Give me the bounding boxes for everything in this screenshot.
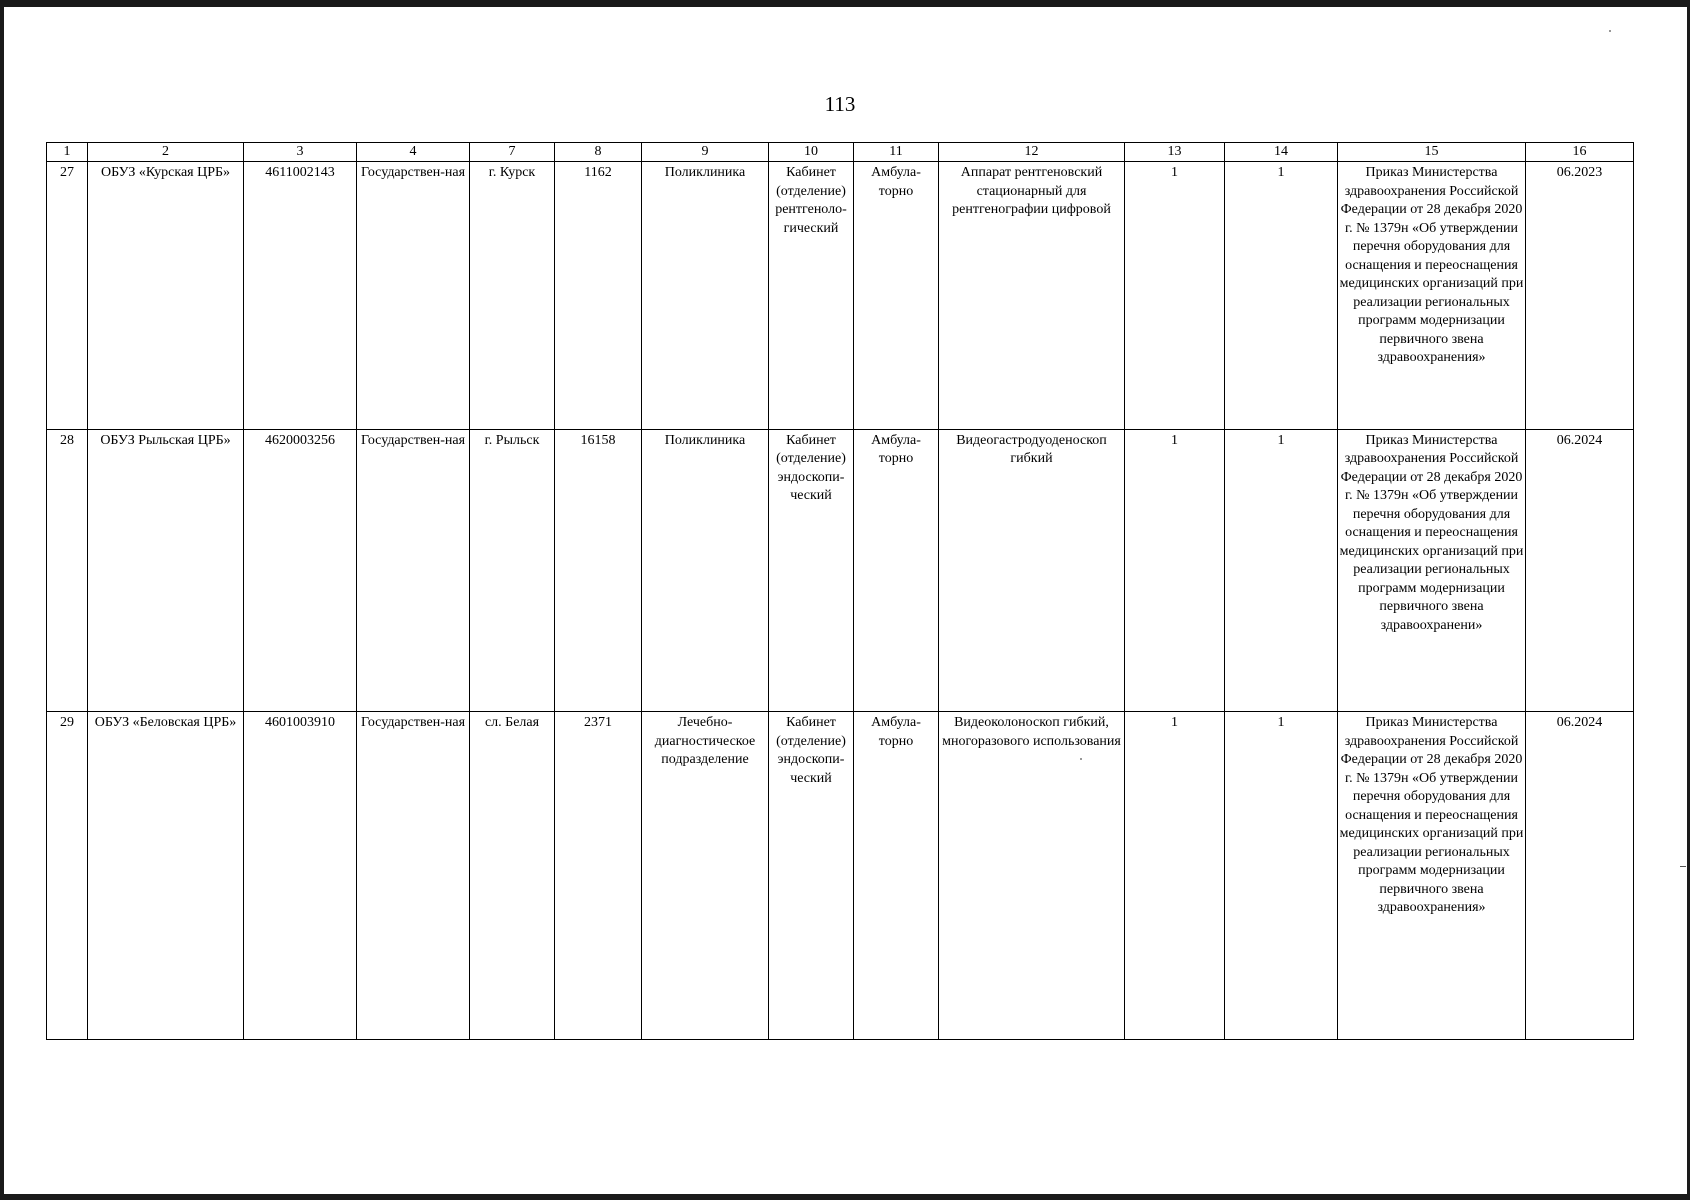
cell-care-type: Амбула-торно (854, 162, 939, 430)
table-row (47, 429, 1634, 712)
cell-ownership: Государствен-ная (357, 429, 470, 712)
cell-quantity-14: 1 (1225, 162, 1338, 430)
cell-inn: 4611002143 (244, 162, 357, 430)
cell-organization: ОБУЗ «Беловская ЦРБ» (88, 712, 244, 1040)
column-header: 14 (1225, 143, 1338, 162)
cell-number: 27 (47, 162, 88, 430)
cell-population: 2371 (555, 712, 642, 1040)
cell-number: 29 (47, 712, 88, 1040)
cell-organization: ОБУЗ Рыльская ЦРБ» (88, 429, 244, 712)
cell-department: Кабинет (отделение) эндоскопи-ческий (769, 712, 854, 1040)
cell-inn: 4620003256 (244, 429, 357, 712)
cell-quantity-13: 1 (1125, 712, 1225, 1040)
column-header: 10 (769, 143, 854, 162)
cell-population: 1162 (555, 162, 642, 430)
column-header: 15 (1338, 143, 1526, 162)
cell-ownership: Государствен-ная (357, 712, 470, 1040)
header-row (47, 143, 1634, 162)
cell-number: 28 (47, 429, 88, 712)
cell-ownership: Государствен-ная (357, 162, 470, 430)
cell-inn: 4601003910 (244, 712, 357, 1040)
equipment-table (46, 142, 1634, 1040)
cell-locality: г. Курск (470, 162, 555, 430)
cell-equipment: Видеоколоноскоп гибкий, многоразового использования (939, 712, 1125, 1040)
column-header: 12 (939, 143, 1125, 162)
cell-care-type: Амбула-торно (854, 429, 939, 712)
cell-care-type: Амбула-торно (854, 712, 939, 1040)
cell-quantity-13: 1 (1125, 162, 1225, 430)
page-number: 113 (824, 92, 856, 116)
column-header: 2 (88, 143, 244, 162)
cell-equipment: Видеогастродуоденоскоп гибкий (939, 429, 1125, 712)
table-row (47, 712, 1634, 1040)
cell-legal-basis: Приказ Министерства здравоохранения Российской Федерации от 28 декабря 2020 г. № 1379н «Об утверждении перечня оборудования для оснащения и переоснащения медицинских организаций при реализации региональных программ модернизации первичного звена здравоохранения» (1338, 712, 1526, 1040)
cell-legal-basis: Приказ Министерства здравоохранения Российской Федерации от 28 декабря 2020 г. № 1379н «Об утверждении перечня оборудования для оснащения и переоснащения медицинских организаций при реализации региональных программ модернизации первичного звена здравоохранени» (1338, 429, 1526, 712)
cell-population: 16158 (555, 429, 642, 712)
cell-subdivision: Поликлиника (642, 429, 769, 712)
cell-date: 06.2024 (1526, 712, 1634, 1040)
column-header: 16 (1526, 143, 1634, 162)
column-header: 1 (47, 143, 88, 162)
scan-artifact (1609, 30, 1611, 32)
table-row (47, 162, 1634, 430)
cell-quantity-14: 1 (1225, 712, 1338, 1040)
column-header: 8 (555, 143, 642, 162)
cell-subdivision: Поликлиника (642, 162, 769, 430)
cell-department: Кабинет (отделение) рентгеноло-гический (769, 162, 854, 430)
cell-date: 06.2024 (1526, 429, 1634, 712)
cell-subdivision: Лечебно-диагностическое подразделение (642, 712, 769, 1040)
scan-artifact (1680, 866, 1686, 867)
cell-quantity-14: 1 (1225, 429, 1338, 712)
cell-equipment: Аппарат рентгеновский стационарный для рентгенографии цифровой (939, 162, 1125, 430)
column-header: 4 (357, 143, 470, 162)
scan-artifact (1080, 758, 1082, 760)
cell-legal-basis: Приказ Министерства здравоохранения Российской Федерации от 28 декабря 2020 г. № 1379н «Об утверждении перечня оборудования для оснащения и переоснащения медицинских организаций при реализации региональных программ модернизации первичного звена здравоохранения» (1338, 162, 1526, 430)
column-header: 9 (642, 143, 769, 162)
cell-quantity-13: 1 (1125, 429, 1225, 712)
column-header: 7 (470, 143, 555, 162)
cell-department: Кабинет (отделение) эндоскопи-ческий (769, 429, 854, 712)
column-header: 11 (854, 143, 939, 162)
cell-organization: ОБУЗ «Курская ЦРБ» (88, 162, 244, 430)
column-header: 3 (244, 143, 357, 162)
cell-locality: сл. Белая (470, 712, 555, 1040)
cell-date: 06.2023 (1526, 162, 1634, 430)
column-header: 13 (1125, 143, 1225, 162)
cell-locality: г. Рыльск (470, 429, 555, 712)
